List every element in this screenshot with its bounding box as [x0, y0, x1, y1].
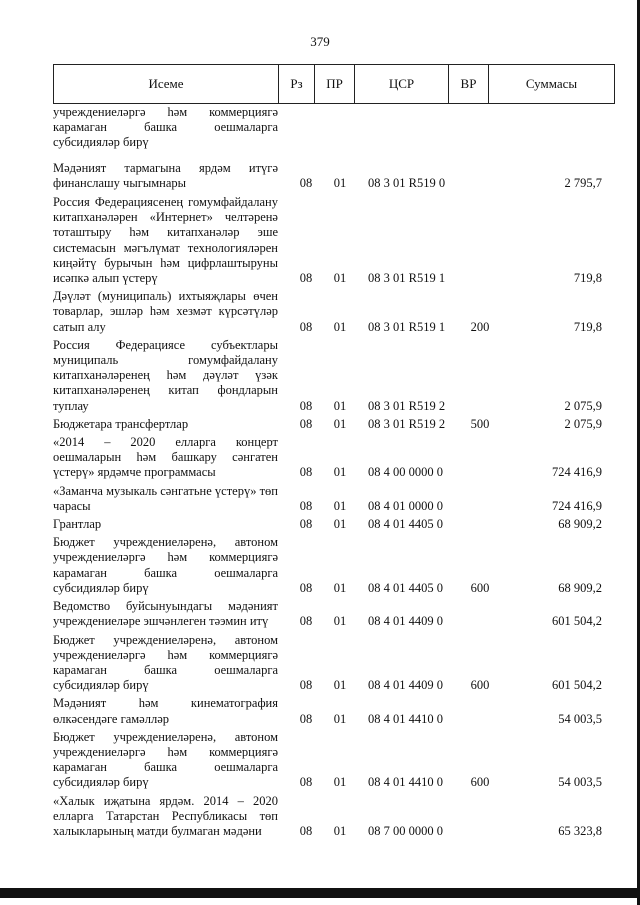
row-sum: 2 795,7 — [564, 175, 602, 190]
row-pr: 01 — [333, 175, 347, 190]
row-pr: 01 — [333, 823, 347, 838]
table-row — [0, 161, 640, 191]
header-vr: ВР — [449, 65, 489, 103]
table-row — [0, 435, 640, 481]
table-row — [0, 484, 640, 514]
row-rz: 08 — [299, 271, 313, 286]
row-rz: 08 — [299, 175, 313, 190]
row-rz: 08 — [299, 678, 313, 693]
row-vr: 600 — [470, 580, 490, 595]
row-name: «Халык иҗатына ярдәм. 2014 – 2020 елларга Татарстан Республикасы төп халыкларының матди булмаган мәдәни — [53, 793, 278, 838]
row-sum: 719,8 — [573, 319, 602, 334]
row-sum: 65 323,8 — [558, 823, 602, 838]
row-name: «Заманча музыкаль сәнгатьне үстерү» төп чарасы — [53, 483, 278, 513]
table-row — [0, 633, 640, 694]
row-csr: 08 4 01 4409 0 — [368, 678, 443, 693]
row-sum: 719,8 — [573, 271, 602, 286]
row-name: Бюджет учреждениеләренә, автоном учреждениеләргә һәм коммерциягә карамаган башка оешмаларга субсидияләр бирү — [53, 632, 278, 693]
row-name: Россия Федерациясе субъектлары муниципаль гомумфайдалану китапханәләренең һәм дәүләт үзәк китапханәләренең китап фондларын туплау — [53, 337, 278, 413]
row-pr: 01 — [333, 416, 347, 431]
table-row — [0, 535, 640, 596]
row-rz: 08 — [299, 416, 313, 431]
row-vr: 600 — [470, 678, 490, 693]
row-csr: 08 3 01 R519 2 — [368, 398, 446, 413]
header-csr: ЦСР — [355, 65, 449, 103]
row-name: Грантлар — [53, 517, 102, 532]
row-sum: 68 909,2 — [558, 580, 602, 595]
row-pr: 01 — [333, 614, 347, 629]
row-sum: 54 003,5 — [558, 711, 602, 726]
table-row — [0, 289, 640, 335]
row-name: Бюджет учреждениеләренә, автоном учреждениеләргә һәм коммерциягә карамаган башка оешмаларга субсидияләр бирү — [53, 729, 278, 790]
row-csr: 08 4 01 4410 0 — [368, 775, 443, 790]
row-csr: 08 4 01 4409 0 — [368, 614, 443, 629]
row-rz: 08 — [299, 398, 313, 413]
table-row — [0, 794, 640, 840]
row-csr: 08 4 01 4405 0 — [368, 517, 443, 532]
row-vr: 200 — [470, 319, 490, 334]
row-csr: 08 3 01 R519 0 — [368, 175, 446, 190]
row-rz: 08 — [299, 465, 313, 480]
row-name: Ведомство буйсынуындагы мәдәният учреждениеләре эшчәнлеген тәэмин итү — [53, 599, 278, 629]
row-name: Россия Федерациясенең гомумфайдалану китапханәләрен «Интернет» челтәренә тоташтыру һәм китапханәләр эше системасын мәгълүмат технологияләрен киңәйтү бурычын һәм цифрлаштыруны исәпкә алып үстерү — [53, 195, 278, 286]
table-row — [0, 696, 640, 726]
row-csr: 08 3 01 R519 1 — [368, 319, 446, 334]
row-sum: 601 504,2 — [552, 678, 602, 693]
row-vr: 500 — [470, 416, 490, 431]
row-name: «2014 – 2020 елларга концерт оешмаларын һәм башкару сәнгатен үстерү» ярдәмче программасы — [53, 435, 278, 480]
row-rz: 08 — [299, 580, 313, 595]
row-rz: 08 — [299, 517, 313, 532]
row-sum: 724 416,9 — [552, 465, 602, 480]
row-csr: 08 4 00 0000 0 — [368, 465, 443, 480]
row-sum: 68 909,2 — [558, 517, 602, 532]
row-pr: 01 — [333, 271, 347, 286]
table-row — [0, 417, 640, 432]
row-pr: 01 — [333, 678, 347, 693]
row-name: Мәдәният тармагына ярдәм итүгә финанслашу чыгымнары — [53, 160, 278, 190]
header-name: Исеме — [54, 65, 279, 103]
row-sum: 54 003,5 — [558, 775, 602, 790]
row-sum: 601 504,2 — [552, 614, 602, 629]
row-name: Мәдәният һәм кинематография өлкәсендәге гамәлләр — [53, 696, 278, 726]
header-pr: ПР — [315, 65, 355, 103]
row-pr: 01 — [333, 319, 347, 334]
row-rz: 08 — [299, 319, 313, 334]
scan-border-bottom — [0, 888, 640, 898]
row-pr: 01 — [333, 580, 347, 595]
row-rz: 08 — [299, 711, 313, 726]
row-name: учреждениеләргә һәм коммерциягә карамаган башка оешмаларга субсидияләр бирү — [53, 105, 278, 150]
table-body — [0, 105, 640, 842]
row-pr: 01 — [333, 498, 347, 513]
row-csr: 08 3 01 R519 1 — [368, 271, 446, 286]
table-row — [0, 195, 640, 286]
header-rz: Рз — [279, 65, 315, 103]
table-row — [0, 338, 640, 414]
row-pr: 01 — [333, 398, 347, 413]
row-rz: 08 — [299, 614, 313, 629]
row-csr: 08 4 01 4405 0 — [368, 580, 443, 595]
row-pr: 01 — [333, 711, 347, 726]
table-header — [53, 64, 615, 104]
table-row — [0, 599, 640, 629]
row-sum: 724 416,9 — [552, 498, 602, 513]
row-pr: 01 — [333, 517, 347, 532]
table-row — [0, 105, 640, 151]
table-row — [0, 517, 640, 532]
row-name: Дәүләт (муниципаль) ихтыяҗлары өчен товарлар, эшләр һәм хезмәт күрсәтүләр сатып алу — [53, 289, 278, 334]
header-sum: Суммасы — [525, 76, 578, 91]
row-csr: 08 4 01 4410 0 — [368, 711, 443, 726]
row-sum: 2 075,9 — [564, 416, 602, 431]
row-rz: 08 — [299, 823, 313, 838]
row-csr: 08 7 00 0000 0 — [368, 823, 443, 838]
table-row — [0, 730, 640, 791]
row-name: Бюджет учреждениеләренә, автоном учреждениеләргә һәм коммерциягә карамаган башка оешмаларга субсидияләр бирү — [53, 535, 278, 595]
row-csr: 08 3 01 R519 2 — [368, 416, 446, 431]
row-name: Бюджетара трансфертлар — [53, 416, 189, 431]
row-rz: 08 — [299, 775, 313, 790]
row-csr: 08 4 01 0000 0 — [368, 498, 443, 513]
row-pr: 01 — [333, 775, 347, 790]
row-sum: 2 075,9 — [564, 398, 602, 413]
row-rz: 08 — [299, 498, 313, 513]
row-pr: 01 — [333, 465, 347, 480]
page-number: 379 — [310, 34, 330, 49]
row-vr: 600 — [470, 775, 490, 790]
